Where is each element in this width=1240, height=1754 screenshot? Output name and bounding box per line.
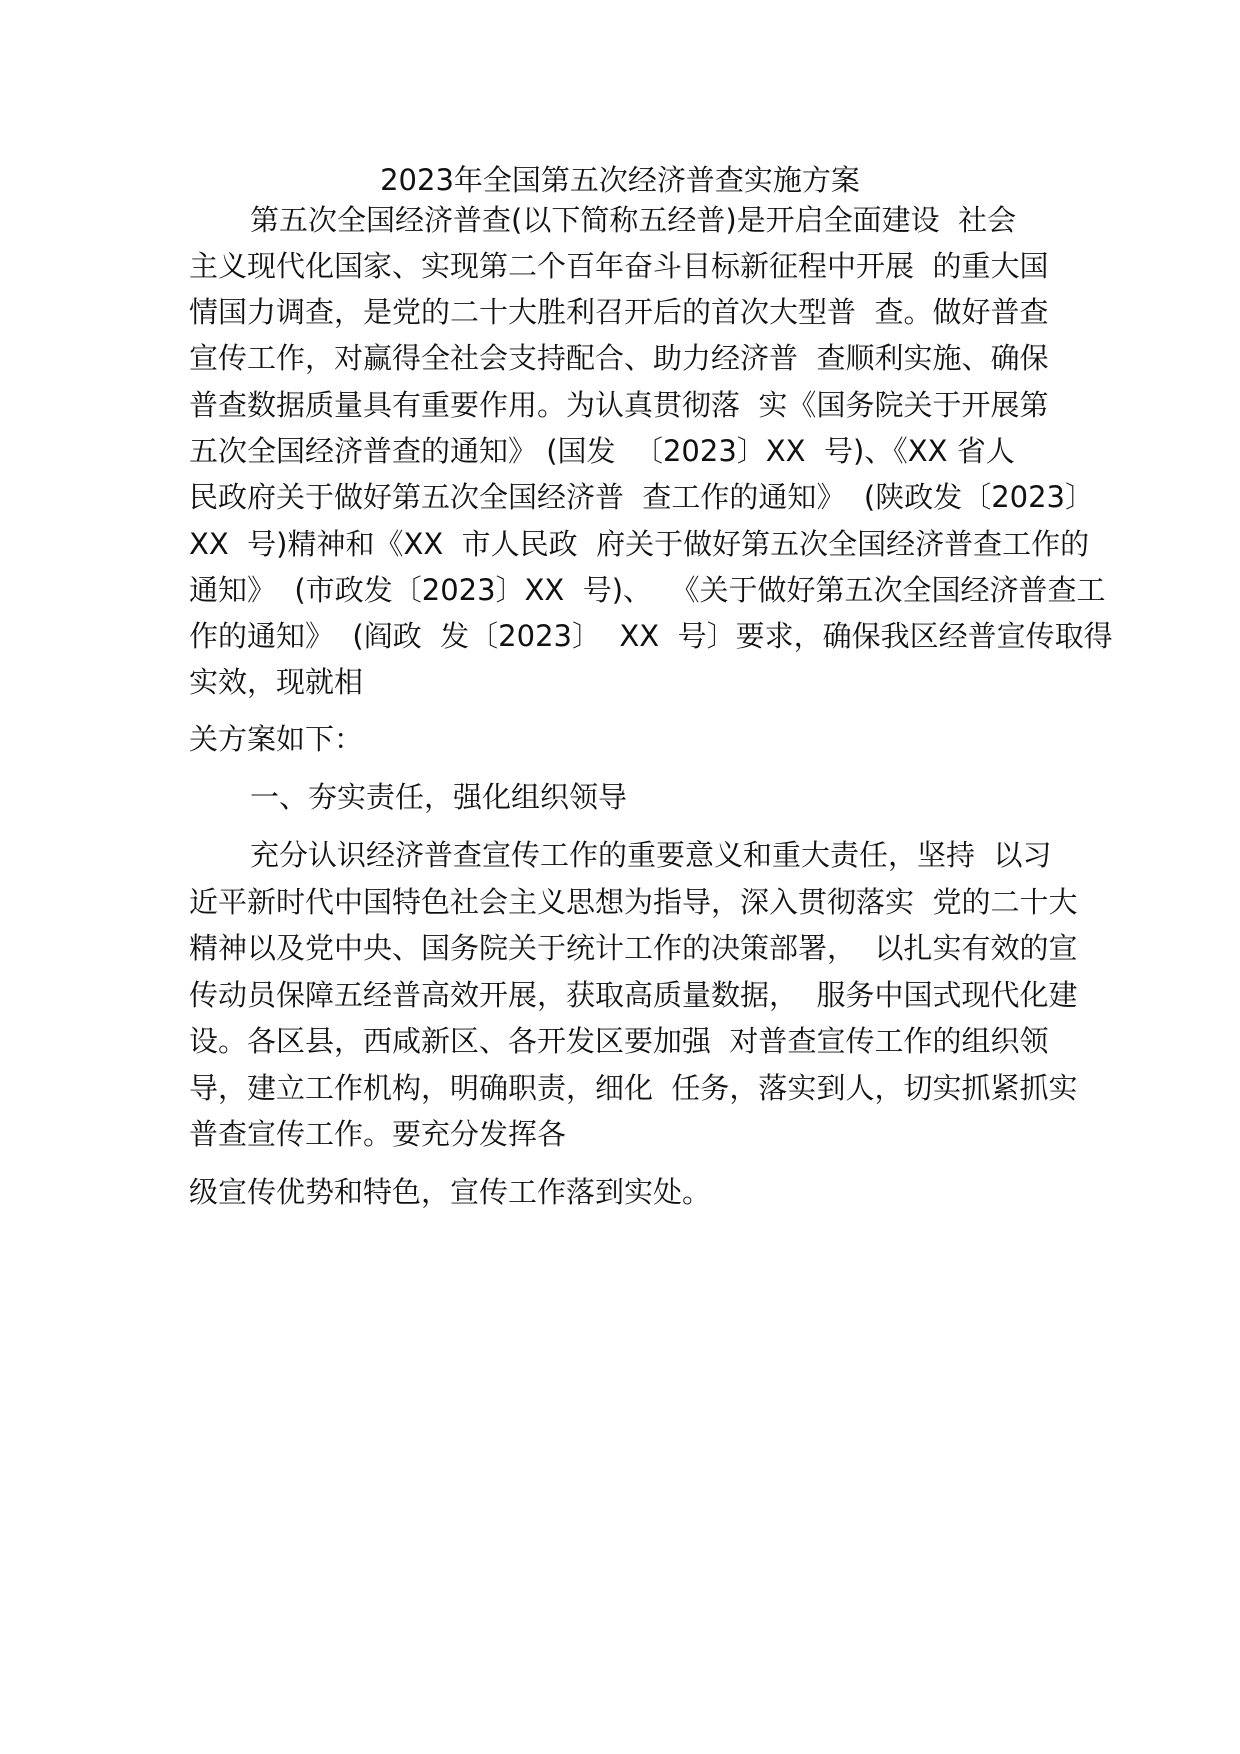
document-title: 2023年全国第五次经济普查实施方案: [380, 163, 860, 197]
section-line: 导，建立工作机构，明确职责，细化 任务，落实到人，切实抓紧抓实: [189, 1071, 1078, 1105]
section-line: 近平新时代中国特色社会主义思想为指导，深入贯彻落实 党的二十大: [189, 885, 1078, 919]
intro-line: 民政府关于做好第五次全国经济普 查工作的通知》 (陕政发〔2023〕: [189, 480, 1094, 514]
section-tail-line: 级宣传优势和特色，宣传工作落到实处。: [189, 1175, 712, 1209]
intro-line: 宣传工作，对赢得全社会支持配合、助力经济普 查顺利实施、确保: [189, 341, 1049, 375]
intro-line: 作的通知》 (阎政 发〔2023〕 XX 号〕要求，确保我区经普宣传取得: [189, 619, 1113, 653]
section-line: 设。各区县，西咸新区、各开发区要加强 对普查宣传工作的组织领: [189, 1024, 1049, 1058]
intro-tail-line: 关方案如下：: [189, 722, 364, 756]
intro-line: XX 号)精神和《XX 市人民政 府关于做好第五次全国经济普查工作的: [189, 527, 1090, 561]
intro-line: 情国力调查，是党的二十大胜利召开后的首次大型普 查。做好普查: [189, 295, 1049, 329]
section-line: 普查宣传工作。要充分发挥各: [189, 1117, 567, 1151]
intro-line: 实效，现就相: [189, 665, 364, 699]
section-line: 传动员保障五经普高效开展，获取高质量数据， 服务中国式现代化建: [189, 978, 1078, 1012]
section-heading: 一、夯实责任，强化组织领导: [250, 780, 628, 814]
intro-line: 第五次全国经济普查(以下简称五经普)是开启全面建设 社会: [250, 203, 1017, 237]
intro-line: 主义现代化国家、实现第二个百年奋斗目标新征程中开展 的重大国: [189, 249, 1049, 283]
intro-line: 通知》 (市政发〔2023〕XX 号)、 《关于做好第五次全国经济普查工: [189, 573, 1106, 607]
section-line: 充分认识经济普查宣传工作的重要意义和重大责任，坚持 以习: [250, 838, 1052, 872]
section-line: 精神以及党中央、国务院关于统计工作的决策部署， 以扎实有效的宣: [189, 931, 1078, 965]
intro-line: 五次全国经济普查的通知》 (国发 〔2023〕XX 号)、《XX 省人: [189, 434, 1015, 468]
intro-line: 普查数据质量具有重要作用。为认真贯彻落 实《国务院关于开展第: [189, 388, 1049, 422]
